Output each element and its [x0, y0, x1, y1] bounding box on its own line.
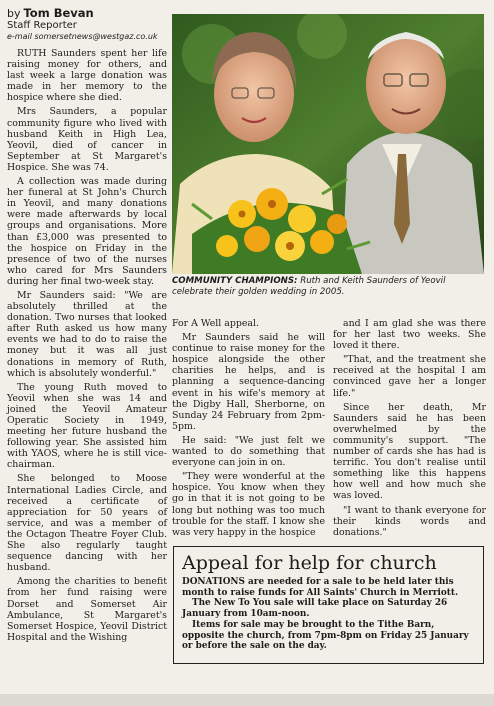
- photo-caption: [172, 276, 486, 297]
- article-paragraph: Mrs Saunders, a popular community figure who lived with husband Keith in High Lea, Yeovil, died of cancer in September at St Margaret's Hospice. She was 74.: [7, 106, 167, 173]
- article-paragraph: "They were wonderful at the hospice. You know when they go in that it is not going to be long but nothing was too much trouble for the staff. I know she was very happy in the hospice: [172, 471, 325, 538]
- appeal-paragraph: Items for sale may be brought to the Tithe Barn, opposite the church, from 7pm-8pm on Friday 25 January or before the sale on the day.: [182, 619, 469, 652]
- article-paragraph: RUTH Saunders spent her life raising money for others, and last week a large donation was made in her memory to the hospice where she died.: [7, 48, 167, 104]
- caption-text: Ruth and Keith Saunders of Yeovil celebrate their golden wedding in 2005.: [172, 276, 446, 297]
- caption-headline: COMMUNITY CHAMPIONS:: [172, 276, 298, 286]
- article-paragraph: The young Ruth moved to Yeovil when she was 14 and joined the Yeovil Amateur Operatic Society in 1949, meeting her future husband the following year. She assisted him with YAOS, where he is still vice-chairman.: [7, 381, 167, 471]
- byline-email: e-mail somersetnews@westgaz.co.uk: [7, 32, 158, 41]
- page-bottom-edge: [0, 694, 494, 706]
- appeal-paragraph: The New To You sale will take place on Saturday 26 January from 10am-noon.: [182, 598, 448, 620]
- article-continuation: For A Well appeal.: [172, 318, 259, 329]
- article-paragraph: Mr Saunders said he will continue to raise money for the hospice alongside the other charities he helps, and is planning a sequence-dancing event in his wife's memory at the Digby Hall, Sherborne, on Sunday 24 February from 2pm-5pm.: [172, 332, 325, 432]
- appeal-title: Appeal for help for church: [182, 552, 437, 574]
- byline-author: Tom Bevan: [23, 6, 94, 20]
- article-paragraph: Since her death, Mr Saunders said he has been overwhelmed by the community's support. "The number of cards she has had is terrific. You don't realise until something like this happens how well and how much she was loved.: [333, 401, 486, 502]
- article-paragraph: and I am glad she was there for her last two weeks. She loved it there.: [333, 318, 486, 352]
- couple-photo-illustration: [172, 14, 484, 274]
- appeal-paragraph: DONATIONS are needed for a sale to be held later this month to raise funds for All Saints' Church in Merriott.: [182, 577, 459, 598]
- article-paragraph: He said: "We just felt we wanted to do something that everyone can join in on.: [172, 434, 325, 469]
- byline-prefix: by: [7, 7, 21, 20]
- article-paragraph: A collection was made during her funeral at St John's Church in Yeovil, and many donations were made afterwards by local groups and organisations. More than £3,000 was presented to the hospice on Friday in the presence of two of the nurses who cared for Mrs Saunders during her final two-week stay.: [7, 176, 167, 287]
- article-paragraph: "I want to thank everyone for their kinds words and donations.": [333, 504, 486, 538]
- article-paragraph: Mr Saunders said: "We are absolutely thrilled at the donation. Two nurses that looked after Ruth asked us how many events we had to do to raise the money but it was all just donations in memory of Ruth, which is absolutely wonderful.": [7, 289, 167, 379]
- article-paragraph: Among the charities to benefit from her fund raising were Dorset and Somerset Air Ambulance, St Margaret's Somerset Hospice, Yeovil District Hospital and the Wishing: [7, 576, 167, 643]
- article-paragraph: "That, and the treatment she received at the hospital I am convinced gave her a longer life.": [333, 354, 486, 399]
- left-column: [7, 8, 167, 646]
- article-paragraph: She belonged to Moose International Ladies Circle, and received a certificate of appreciation for 50 years of service, and was a member of the Octagon Theatre Foyer Club. She also regularly taught sequence dancing with her husband.: [7, 473, 167, 574]
- byline-role: Staff Reporter: [7, 20, 77, 31]
- couple-photo: [172, 14, 484, 274]
- right-column: [333, 318, 486, 541]
- middle-column: [172, 318, 325, 541]
- appeal-box: [173, 546, 484, 664]
- byline: [7, 8, 167, 42]
